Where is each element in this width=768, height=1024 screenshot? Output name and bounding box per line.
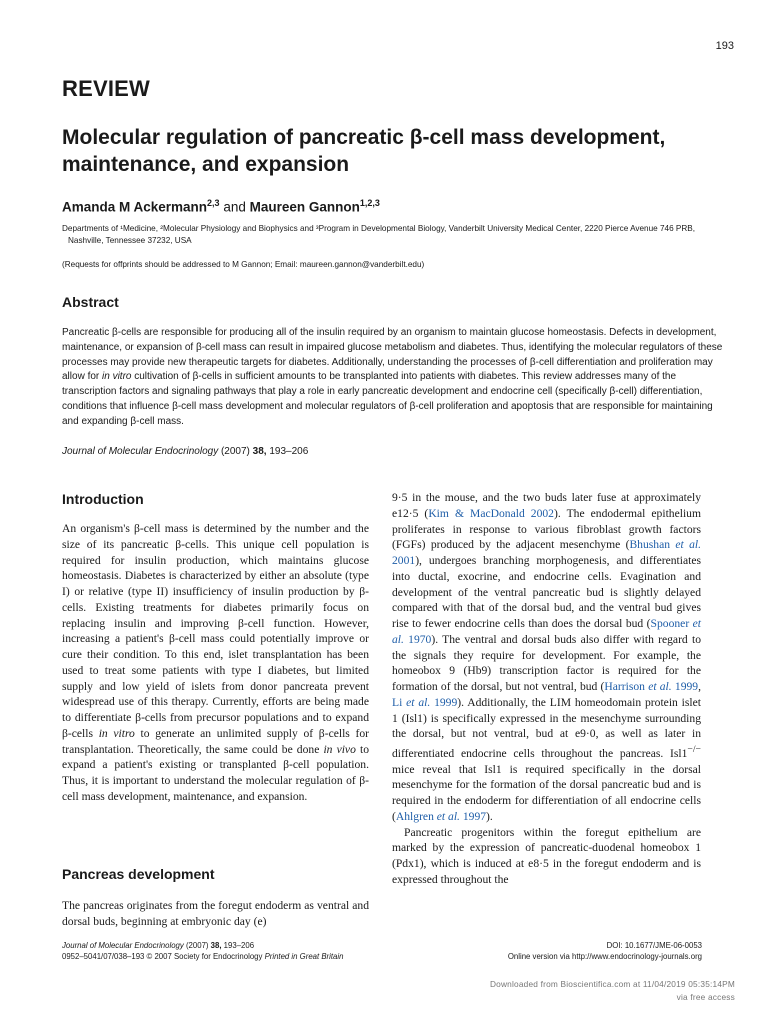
reference-etal: et al. bbox=[648, 680, 672, 693]
abstract-body bbox=[62, 326, 725, 430]
download-notice-line-1: Downloaded from Bioscientifica.com at 11/04/2019 05:35:14PM bbox=[489, 979, 735, 989]
section-label: REVIEW bbox=[62, 76, 150, 101]
introduction-italic-1: in vitro bbox=[98, 726, 135, 740]
footer-volume: 38, bbox=[210, 941, 222, 950]
reference-etal: et al. bbox=[436, 809, 460, 823]
author-list bbox=[62, 198, 380, 215]
reprint-request-note: (Requests for offprints should be addressed to M Gannon; Email: maureen.gannon@vanderbilt.edu) bbox=[62, 260, 425, 269]
right-text-1: 9·5 in the mouse, and the two buds later fuse at approximately e12·5 ( bbox=[392, 491, 701, 520]
article-title bbox=[62, 124, 712, 178]
introduction-text-2: to generate an unlimited supply of β-cells for transplantation. Theoretically, the same could be done bbox=[62, 726, 370, 756]
download-watermark bbox=[490, 978, 735, 1004]
download-notice-line-2: via free access bbox=[676, 992, 735, 1002]
introduction-text-1: An organism's β-cell mass is determined by the number and the size of its pancreatic β-cells. This unique cell population is required for insulin production, which maintains glucose homeostasis. Diabetes is characterized by either an absolute (type I) or relative (type II) insufficiency of insulin production by β-cells. Existing treatments for diabetes primarily focus on replacing insulin and improving β-cell function. However, increasing a patient's β-cell mass could potentially improve or cure their condition. To this end, islet transplantation has been used to treat some patients with type I diabetes, but limited supply and low yield of islets from donor pancreata prevent widespread use of this therapy. Currently, efforts are being made to differentiate β-cells from precursor populations and to expand β-cells bbox=[62, 522, 369, 740]
reference-link-kim-macdonald[interactable]: Kim & MacDonald 2002 bbox=[428, 506, 554, 520]
footer-citation bbox=[62, 940, 343, 951]
reference-author: Li bbox=[392, 695, 407, 709]
footer-right bbox=[508, 940, 702, 962]
reference-author: Spooner bbox=[650, 617, 693, 630]
footer-copyright bbox=[62, 951, 343, 962]
abstract-citation bbox=[62, 446, 308, 457]
author-2: Maureen Gannon bbox=[249, 199, 360, 215]
footer-online-link[interactable]: Online version via http://www.endocrinology-journals.org bbox=[507, 952, 702, 961]
affiliation-line-2: Nashville, Tennessee 37232, USA bbox=[68, 236, 192, 245]
right-text-5: ). Additionally, the LIM homeodomain protein islet 1 (Isl1) is specifically expressed in the mesenchyme surrounding the dorsal, but not ventral, bud at e9·0, as well as later in differentiated endocrine cells throughout the pancreas. Isl1 bbox=[392, 695, 701, 760]
citation-year: (2007) bbox=[218, 446, 253, 457]
reference-link-harrison[interactable] bbox=[604, 680, 698, 693]
right-text-3: ), undergoes branching morphogenesis, and differentiates into ductal, exocrine, and endocrine cells. Evagination and development of the ventral pancreatic bud is slightly delayed compared with that of the dorsal bud, and the ventral bud gives rise to fewer endocrine cells than does the dorsal bud ( bbox=[392, 554, 701, 630]
affiliations bbox=[62, 223, 712, 247]
right-column-paragraph-1 bbox=[392, 490, 701, 825]
reference-etal: et al. bbox=[406, 695, 431, 709]
right-text-2: ). The endodermal epithelium proliferates in response to various fibroblast growth factors (FGFs) produced by the adjacent mesenchyme ( bbox=[392, 506, 701, 552]
article-title-line-2: maintenance, and expansion bbox=[62, 153, 350, 176]
abstract-text-part-1: Pancreatic β-cells are responsible for producing all of the insulin required by an organism to maintain glucose homeostasis. Defects in development, maintenance, or expansion of β-cell mass can result in impaired glucose metabolism and diabetes. Thus, identifying the molecular regulators of these processes may provide new therapeutic targets for diabetes. Additionally, understanding the processes of β-cell differentiation and proliferation may allow for bbox=[62, 327, 723, 383]
right-text-6: mice reveal that Isl1 is required specifically in the dorsal mesenchyme for the formation of the dorsal pancreatic bud and is required in the endoderm for differentiation of all endocrine cells ( bbox=[392, 762, 701, 823]
introduction-text-3: to expand a patient's existing or transplanted β-cell population. Thus, it is important to understand the molecular regulation of β-cell mass development, maintenance, and expansion. bbox=[62, 742, 370, 803]
reference-link-li[interactable] bbox=[392, 696, 457, 709]
pancreas-development-heading: Pancreas development bbox=[62, 866, 215, 882]
reference-author: Ahlgren bbox=[395, 809, 437, 823]
reference-year: 1970 bbox=[403, 632, 432, 646]
footer-printed: Printed in Great Britain bbox=[264, 952, 344, 961]
abstract-text-part-2: cultivation of β-cells in sufficient amounts to be transplanted into patients with diabetes. This review addresses many of the transcription factors and signaling pathways that play a role in early pancreatic development and endocrine cell (specifically β-cell) differentiation, conditions that influence β-cell mass development and molecular regulators of β-cell proliferation and apoptosis that are responsible for maintaining and expanding β-cell mass. bbox=[62, 371, 713, 427]
citation-journal: Journal of Molecular Endocrinology bbox=[62, 446, 219, 457]
genotype-superscript: −/− bbox=[687, 744, 701, 755]
reference-author: Bhushan bbox=[629, 538, 676, 552]
footer-year: (2007) bbox=[183, 941, 211, 950]
reference-year: 1999 bbox=[430, 695, 458, 709]
article-title-line-1: Molecular regulation of pancreatic β-cell mass development, bbox=[62, 126, 666, 149]
reference-author: Harrison bbox=[604, 680, 649, 693]
reference-year: 1999 bbox=[671, 680, 699, 693]
introduction-body bbox=[62, 521, 369, 805]
right-column-paragraph-2: Pancreatic progenitors within the foregut epithelium are marked by the expression of pancreatic-duodenal homeobox 1 (Pdx1), which is induced at e8·5 in the foregut endoderm and is expressed throughout the bbox=[392, 825, 701, 886]
page-number: 193 bbox=[715, 40, 734, 52]
introduction-italic-2: in vivo bbox=[323, 742, 356, 756]
affiliation-line-1: Departments of ¹Medicine, ²Molecular Physiology and Biophysics and ³Program in Developmental Biology, Vanderbilt University Medical Center, 2220 Pierce Avenue 746 PRB, bbox=[62, 224, 696, 233]
reference-separator: , bbox=[698, 680, 701, 693]
right-text-7: ). bbox=[486, 809, 493, 823]
footer-pages: 193–206 bbox=[221, 941, 255, 950]
reference-year: 2001 bbox=[392, 554, 416, 567]
reference-etal: et al. bbox=[675, 538, 701, 552]
abstract-italic-term: in vitro bbox=[102, 371, 132, 383]
footer-issn: 0952–5041/07/038–193 © 2007 Society for Endocrinology bbox=[62, 952, 265, 961]
abstract-heading: Abstract bbox=[62, 294, 119, 310]
right-text-4: ). The ventral and dorsal buds also differ with regard to the signals they require for development. For example, the homeobox 9 (Hb9) transcription factor is required for the formation of the dorsal, but not ventral, bud ( bbox=[392, 632, 701, 693]
author-1-affiliation-marks: 2,3 bbox=[207, 198, 220, 208]
reference-link-ahlgren[interactable] bbox=[396, 810, 486, 823]
author-2-affiliation-marks: 1,2,3 bbox=[359, 198, 380, 208]
right-column-body bbox=[392, 490, 701, 888]
author-connector: and bbox=[223, 199, 246, 215]
introduction-heading: Introduction bbox=[62, 491, 144, 507]
footer-journal: Journal of Molecular Endocrinology bbox=[62, 941, 184, 950]
reference-year: 1997 bbox=[459, 809, 487, 823]
citation-volume: 38, bbox=[252, 446, 267, 457]
pancreas-development-body: The pancreas originates from the foregut endoderm as ventral and dorsal buds, beginning at embryonic day (e) bbox=[62, 899, 369, 928]
citation-pages: 193–206 bbox=[266, 446, 309, 457]
author-1: Amanda M Ackermann bbox=[62, 199, 208, 215]
reference-etal: et al. bbox=[392, 617, 701, 646]
footer-left bbox=[62, 940, 343, 962]
footer-doi: DOI: 10.1677/JME-06-0053 bbox=[606, 941, 702, 950]
